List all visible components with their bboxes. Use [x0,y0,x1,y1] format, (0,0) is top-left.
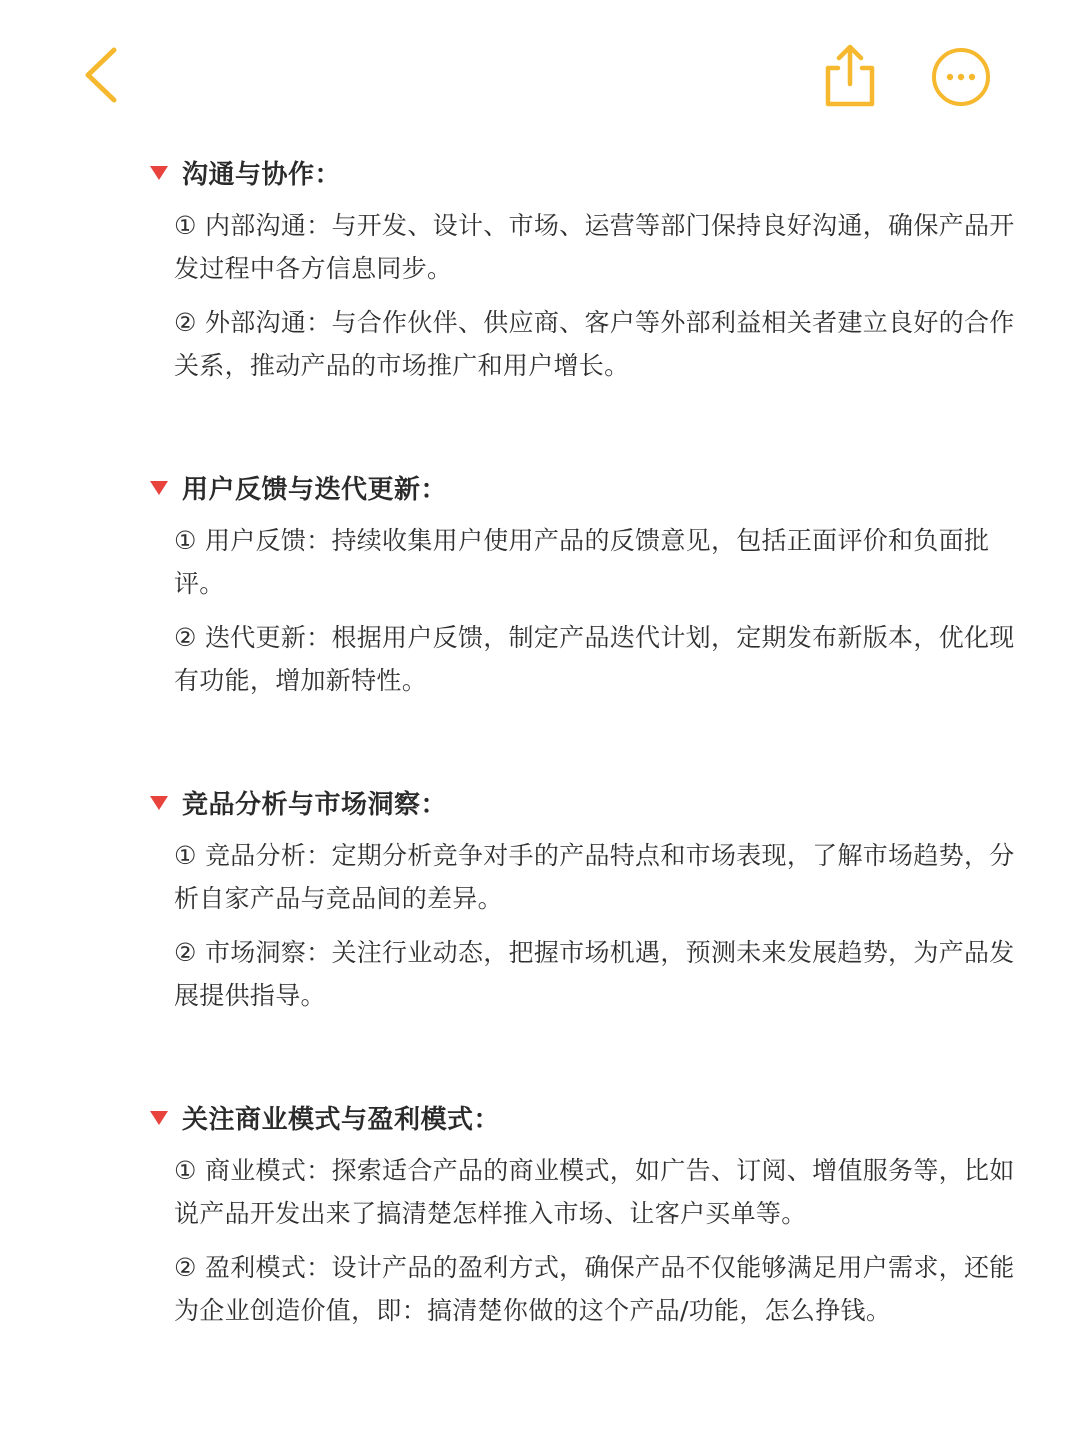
list-item: ① 用户反馈：持续收集用户使用产品的反馈意见，包括正面评价和负面批评。 [174,526,990,598]
triangle-bullet-icon [150,166,168,180]
list-item: ① 商业模式：探索适合产品的商业模式，如广告、订阅、增值服务等，比如说产品开发出来了搞清楚怎样推入市场、让客户买单等。 [174,1156,1015,1228]
triangle-bullet-icon [150,1111,168,1125]
triangle-bullet-icon [150,796,168,810]
list-item: ② 外部沟通：与合作伙伴、供应商、客户等外部利益相关者建立良好的合作关系，推动产品的市场推广和用户增长。 [174,308,1015,380]
more-options-button[interactable] [930,46,992,108]
list-item: ① 内部沟通：与开发、设计、市场、运营等部门保持良好沟通，确保产品开发过程中各方信息同步。 [174,211,1015,283]
list-item: ① 竞品分析：定期分析竞争对手的产品特点和市场表现，了解市场趋势，分析自家产品与竞品间的差异。 [174,841,1015,913]
triangle-bullet-icon [150,481,168,495]
list-item: ② 盈利模式：设计产品的盈利方式，确保产品不仅能够满足用户需求，还能为企业创造价值，即：搞清楚你做的这个产品/功能，怎么挣钱。 [174,1253,1015,1325]
section-heading [148,1097,1028,1137]
section-competitor-analysis [148,782,1028,1017]
section-communication [148,152,1028,387]
section-heading [148,152,1028,192]
more-icon [930,46,992,108]
section-title: 用户反馈与迭代更新： [182,474,448,505]
section-business-model [148,1097,1028,1332]
section-title: 关注商业模式与盈利模式： [182,1104,501,1135]
back-button[interactable] [78,44,128,106]
list-item: ② 迭代更新：根据用户反馈，制定产品迭代计划，定期发布新版本，优化现有功能，增加新特性。 [174,623,1015,695]
top-navigation-bar [0,0,1080,150]
list-item: ② 市场洞察：关注行业动态，把握市场机遇，预测未来发展趋势，为产品发展提供指导。 [174,938,1015,1010]
share-icon [818,42,882,110]
section-heading [148,467,1028,507]
section-title: 沟通与协作： [182,159,342,190]
section-heading [148,782,1028,822]
section-title: 竞品分析与市场洞察： [182,789,448,820]
section-user-feedback [148,467,1028,702]
chevron-left-icon [78,44,128,106]
share-button[interactable] [818,42,882,110]
